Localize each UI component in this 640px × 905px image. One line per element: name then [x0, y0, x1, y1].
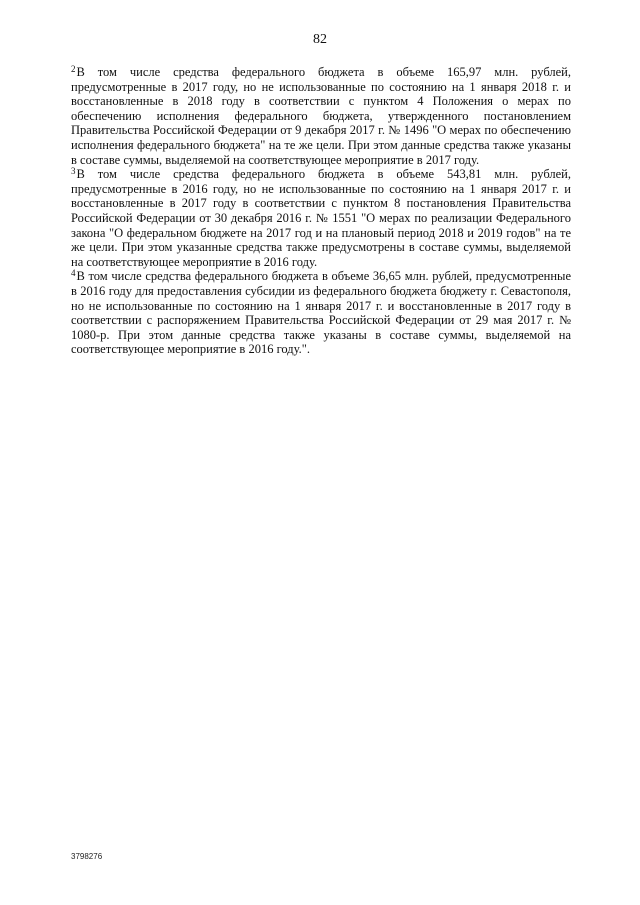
footnotes-block — [71, 65, 571, 357]
footnote-marker: 4 — [71, 268, 76, 279]
footnote-2 — [71, 65, 571, 167]
footnote-marker: 2 — [71, 64, 76, 74]
page-number: 82 — [313, 32, 327, 47]
footnote-text: В том числе средства федерального бюджета в объеме 543,81 млн. рублей, предусмотренные в 2016 году, но не использованные по состоянию на 1 января 2017 г. и восстановленные в 2017 году в соответствии с пунктом 8 постановления Правительства Российской Федерации от 30 декабря 2016 г. № 1551 "О мерах по реализации Федерального закона "О федеральном бюджете на 2017 год и на плановый период 2018 и 2019 годов" на те же цели. При этом указанные средства также предусмотрены в составе суммы, выделяемой на соответствующее мероприятие в 2016 году. — [71, 167, 571, 269]
document-code: 3798276 — [71, 852, 103, 861]
footnote-4 — [71, 269, 571, 357]
footnote-marker: 3 — [71, 166, 76, 177]
footnote-3 — [71, 167, 571, 269]
footnote-text: В том числе средства федерального бюджета в объеме 36,65 млн. рублей, предусмотренные в 2016 году для предоставления субсидии из федерального бюджета бюджету г. Севастополя, но не использованные по состоянию на 1 января 2017 г. и восстановленные в 2017 году в соответствии с распоряжением Правительства Российской Федерации от 29 мая 2017 г. № 1080-р. При этом данные средства также указаны в составе суммы, выделяемой на соответствующее мероприятие в 2016 году.". — [71, 269, 571, 357]
footnote-text: В том числе средства федерального бюджета в объеме 165,97 млн. рублей, предусмотренные в 2017 году, но не использованные по состоянию на 1 января 2018 г. и восстановленные в 2018 году в соответствии с пунктом 4 Положения о мерах по обеспечению исполнения федерального бюджета, утвержденного постановлением Правительства Российской Федерации от 9 декабря 2017 г. № 1496 "О мерах по обеспечению исполнения федерального бюджета" на те же цели. При этом данные средства также указаны в составе суммы, выделяемой на соответствующее мероприятие в 2017 году. — [71, 65, 571, 167]
